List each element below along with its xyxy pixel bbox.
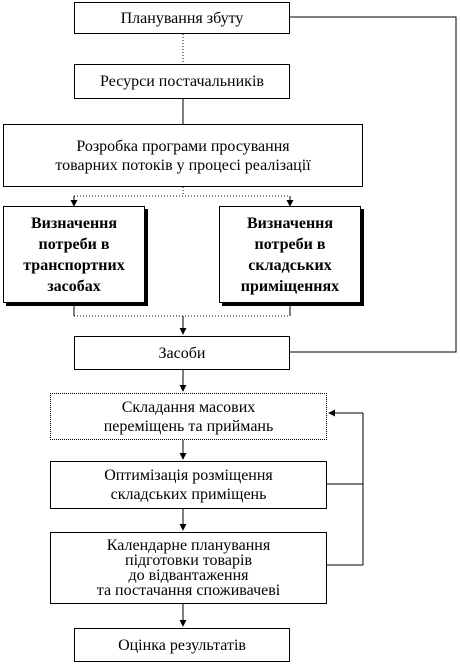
calendar-planning-line-2: підготовки товарів <box>125 552 252 569</box>
warehouse-needs-line-4: приміщеннях <box>240 277 340 295</box>
means-box <box>74 336 290 370</box>
warehouse-needs-box <box>219 206 361 303</box>
program-development-box <box>3 124 363 187</box>
placement-optimization-box <box>50 461 327 509</box>
supplier-resources-box <box>74 64 290 99</box>
means-label: Засоби <box>158 344 206 362</box>
sales-planning-box <box>74 2 290 34</box>
supplier-resources-label: Ресурси постачальників <box>100 73 264 90</box>
mass-movements-line-2: переміщень та приймань <box>103 417 274 435</box>
program-development-line-1: Розробка програми просування <box>76 137 290 155</box>
transport-needs-line-3: транспортних <box>23 256 125 274</box>
sales-planning-label: Планування збуту <box>120 9 244 27</box>
results-evaluation-box <box>74 628 290 662</box>
warehouse-needs-line-1: Визначення <box>246 214 334 232</box>
transport-needs-line-1: Визначення <box>30 214 118 232</box>
mass-movements-box <box>50 393 327 440</box>
transport-needs-line-4: засобах <box>47 277 101 295</box>
warehouse-needs-line-2: потреби в <box>254 235 326 253</box>
transport-needs-box <box>3 206 145 303</box>
results-evaluation-label: Оцінка результатів <box>118 636 246 654</box>
program-development-line-2: товарних потоків у процесі реалізації <box>55 156 311 174</box>
transport-needs-line-2: потреби в <box>38 235 110 253</box>
calendar-planning-box <box>50 532 327 604</box>
mass-movements-line-1: Складання масових <box>121 398 256 416</box>
calendar-planning-line-3: до відвантаження <box>128 567 249 584</box>
placement-optimization-line-2: складських приміщень <box>110 486 267 503</box>
warehouse-needs-line-3: складських <box>248 256 332 274</box>
calendar-planning-line-4: та постачання споживачеві <box>96 582 281 599</box>
calendar-planning-line-1: Календарне планування <box>106 537 271 554</box>
placement-optimization-line-1: Оптимізація розміщення <box>104 467 273 484</box>
